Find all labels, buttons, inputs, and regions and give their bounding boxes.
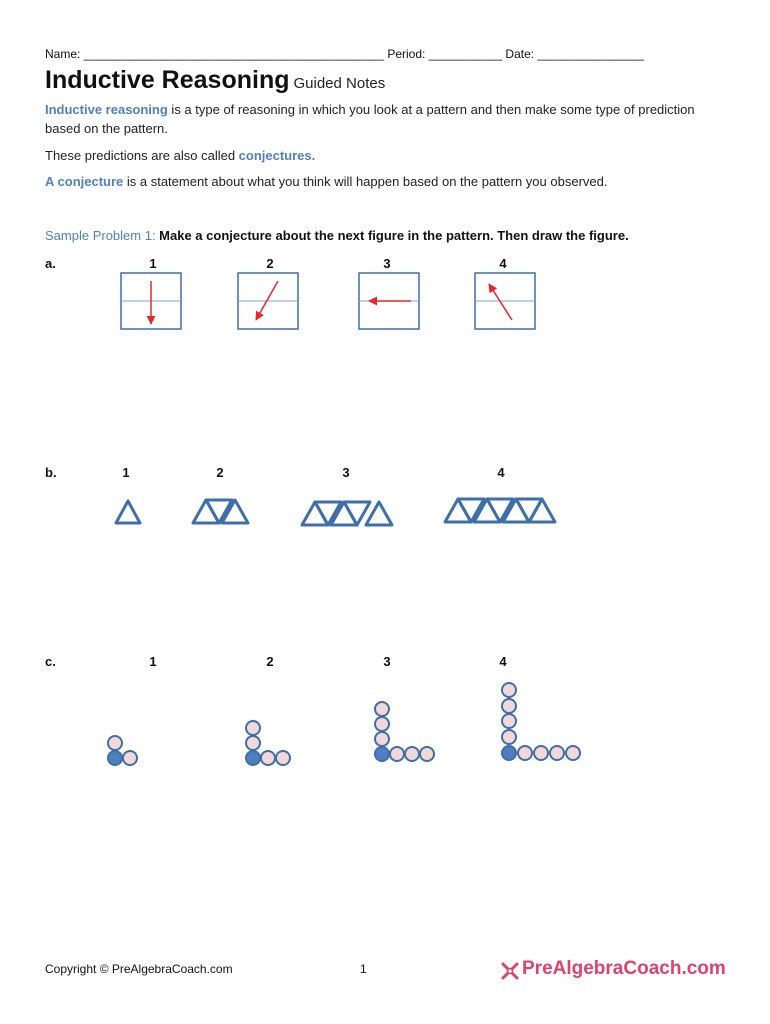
part-c-figure-3 xyxy=(375,702,434,761)
part-c-figure-2 xyxy=(246,721,290,765)
part-c-figure-number: 4 xyxy=(499,654,507,669)
page-number: 1 xyxy=(360,962,367,976)
circle xyxy=(123,751,137,765)
definition-text: These predictions are also called xyxy=(45,148,239,163)
circle xyxy=(375,732,389,746)
circle xyxy=(502,730,516,744)
circle xyxy=(246,721,260,735)
corner-circle xyxy=(375,747,389,761)
circle xyxy=(534,746,548,760)
part-c-figure-1 xyxy=(108,736,137,765)
circle xyxy=(518,746,532,760)
copyright-text: Copyright © PreAlgebraCoach.com xyxy=(45,962,233,976)
term-conjectures: conjectures. xyxy=(238,148,316,163)
logo-text: PreAlgebraCoach.com xyxy=(522,958,726,979)
circle xyxy=(502,714,516,728)
part-c-figure-4 xyxy=(502,683,580,760)
corner-circle xyxy=(246,751,260,765)
corner-circle xyxy=(108,751,122,765)
part-a-figure-number: 1 xyxy=(149,256,157,271)
part-c-figure-number: 2 xyxy=(266,654,274,669)
title-main: Inductive Reasoning xyxy=(45,66,290,94)
circle xyxy=(502,683,516,697)
definition-text: is a statement about what you think will happen based on the pattern you observed. xyxy=(123,174,608,189)
part-a-figure-number: 3 xyxy=(383,256,391,271)
tools-icon xyxy=(500,961,520,981)
part-b-figure-number: 1 xyxy=(122,465,130,480)
circle xyxy=(276,751,290,765)
part-c-figure-number: 1 xyxy=(149,654,157,669)
circle xyxy=(405,747,419,761)
circle xyxy=(375,702,389,716)
sample-problem-label: Sample Problem 1: xyxy=(45,228,156,243)
term-inductive-reasoning: Inductive reasoning xyxy=(45,102,168,117)
term-conjecture: A conjecture xyxy=(45,174,124,189)
circle xyxy=(390,747,404,761)
title-subtitle: Guided Notes xyxy=(293,75,386,92)
circle xyxy=(261,751,275,765)
corner-circle xyxy=(502,746,516,760)
part-a-label: a. xyxy=(45,256,56,271)
prealgebracoach-logo xyxy=(500,958,725,984)
part-a-figure-number: 4 xyxy=(499,256,507,271)
part-b-figure-number: 3 xyxy=(342,465,350,480)
part-b-figure-number: 4 xyxy=(497,465,505,480)
circle xyxy=(246,736,260,750)
circle xyxy=(108,736,122,750)
name-period-date-line: Name: _____________________________________________ Period: ___________ Date: ________________ xyxy=(45,47,645,61)
circle xyxy=(420,747,434,761)
part-c-label: c. xyxy=(45,654,56,669)
part-b-label: b. xyxy=(45,465,57,480)
sample-problem-instruction: Make a conjecture about the next figure in the pattern. Then draw the figure. xyxy=(155,228,629,243)
circle xyxy=(566,746,580,760)
part-c-figure-number: 3 xyxy=(383,654,391,669)
part-a-figure-number: 2 xyxy=(266,256,274,271)
circle xyxy=(375,717,389,731)
circle xyxy=(502,699,516,713)
definition-text: is a type of reasoning in which you look at a pattern and then make some type of prediction based on the pattern. xyxy=(45,102,695,136)
circle xyxy=(550,746,564,760)
part-b-figure-number: 2 xyxy=(216,465,224,480)
